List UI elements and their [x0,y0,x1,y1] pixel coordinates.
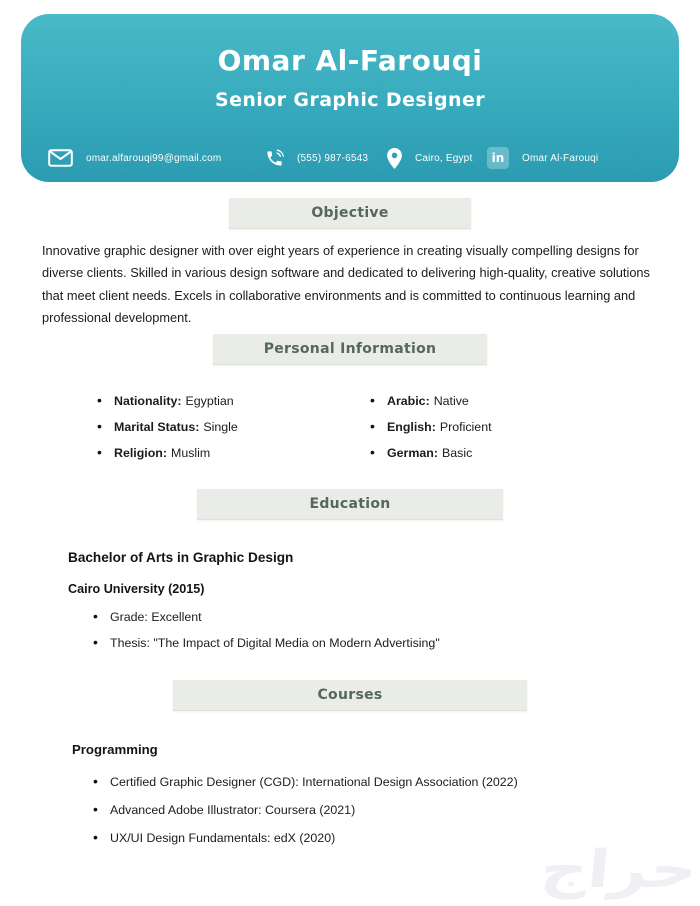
personal-info-left-list [97,394,238,472]
section-title-objective: Objective [311,205,389,221]
list-item: • Grade: Excellent [93,610,440,624]
list-item [97,420,238,434]
section-title-education: Education [309,496,391,512]
contact-linkedin[interactable] [487,142,598,174]
email-icon [48,149,73,167]
language-label: English: [387,420,436,434]
list-item: • Advanced Adobe Illustrator: Coursera (2021) [93,803,518,817]
phone-text: (555) 987-6543 [297,152,369,164]
contact-email[interactable] [48,142,221,174]
linkedin-text: Omar Al-Farouqi [522,152,599,164]
institution-heading: Cairo University (2015) [68,582,205,596]
header-card [21,14,679,182]
degree-heading: Bachelor of Arts in Graphic Design [68,550,294,565]
list-item: • UX/UI Design Fundamentals: edX (2020) [93,831,518,845]
objective-paragraph: Innovative graphic designer with over eight years of experience in creating visually compelling designs for diverse clients. Skilled in various design software and dedicated to delivering high-quality, creative solutions that meet client needs. Excels in collaborative environments and is committed to continuous learning and professional development. [42,243,650,326]
personal-info-label: Religion: [114,446,167,460]
personal-info-label: Marital Status: [114,420,200,434]
section-bar-objective [229,198,471,229]
list-item: • Thesis: "The Impact of Digital Media on Modern Advertising" [93,636,440,650]
section-bar-education [197,489,503,520]
watermark-logo: حراج [537,840,700,900]
courses-subheading: Programming [72,742,158,757]
list-item [97,394,238,408]
personal-info-label: Nationality: [114,394,182,408]
job-title: Senior Graphic Designer [214,89,485,111]
language-value: Proficient [439,420,492,434]
phone-icon [265,149,284,168]
email-text: omar.alfarouqi99@gmail.com [86,152,222,164]
section-title-courses: Courses [317,687,383,703]
section-title-personal-information: Personal Information [263,341,437,357]
education-bullet-list [93,610,440,662]
language-value: Basic [441,446,473,460]
name-heading: Omar Al-Farouqi [217,44,483,77]
language-label: German: [387,446,438,460]
personal-info-value: Single [203,420,238,434]
contact-phone[interactable] [265,142,368,174]
list-item [370,394,492,408]
personal-info-value: Egyptian [185,394,234,408]
location-icon [387,148,402,169]
linkedin-icon: in [487,147,509,169]
language-value: Native [433,394,469,408]
section-bar-courses [173,680,527,711]
list-item: • Certified Graphic Designer (CGD): International Design Association (2022) [93,775,518,789]
personal-info-value: Muslim [171,446,211,460]
language-label: Arabic: [387,394,430,408]
contact-location[interactable] [387,142,472,174]
list-item [370,446,492,460]
list-item [370,420,492,434]
location-text: Cairo, Egypt [415,152,473,164]
courses-bullet-list [93,775,518,859]
contact-row [21,142,679,174]
list-item [97,446,238,460]
personal-info-right-list [370,394,492,472]
section-bar-personal-information [213,334,487,365]
